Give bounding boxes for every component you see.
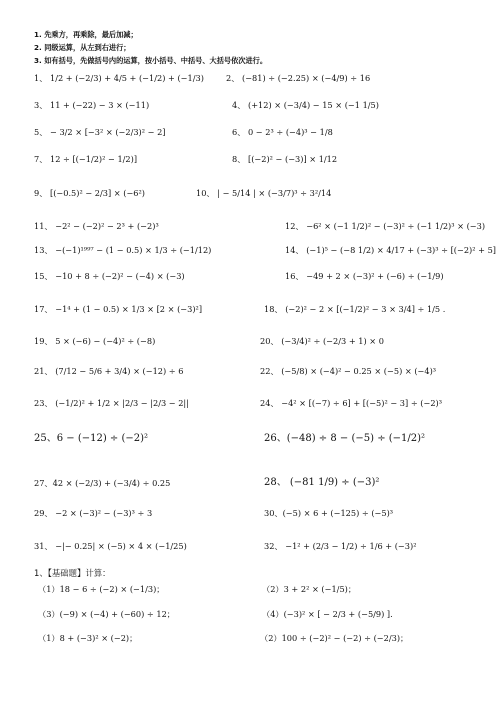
problem-27: 27、42 × (−2/3) + (−3/4) ÷ 0.25 [34,478,171,488]
subproblem-4: （4）(−3)² × [ − 2/3 + (−5/9) ]. [262,609,393,619]
problem-14: 14、 (−1)⁵ − (−8 1/2) × 4/17 + (−3)³ ÷ [(−2)² + 5] [285,245,496,255]
problem-20: 20、 (−3/4)² ÷ (−2/3 + 1) × 0 [260,336,384,346]
subproblem-3: （3）(−9) × (−4) + (−60) ÷ 12； [38,609,175,619]
problem-15: 15、 −10 + 8 ÷ (−2)² − (−4) × (−3) [34,271,185,281]
problem-31: 31、 −|− 0.25| × (−5) × 4 × (−1/25) [34,541,187,551]
rule-1: 1. 先乘方，再乘除，最后加减； [34,30,138,39]
problem-7: 7、 12 ÷ [(−1/2)² − 1/2)] [34,154,138,164]
problem-21: 21、 (7/12 − 5/6 + 3/4) × (−12) ÷ 6 [34,366,184,376]
problem-13: 13、 −(−1)¹⁹⁹⁷ − (1 − 0.5) × 1/3 ÷ (−1/12) [34,245,212,255]
subproblem-1: （1）18 − 6 ÷ (−2) × (−1/3)； [38,584,165,594]
problem-30: 30、(−5) × 6 + (−125) ÷ (−5)³ [264,508,394,518]
problem-26: 26、(−48) ÷ 8 − (−5) ÷ (−1/2)² [264,433,426,444]
problem-4: 4、 (+12) × (−3/4) − 15 × (−1 1/5) [232,100,379,110]
problem-28: 28、 (−81 1/9) ÷ (−3)² [264,477,380,488]
subproblem-2: （2）3 + 2² × (−1/5)； [262,584,357,594]
problem-3: 3、 11 + (−22) − 3 × (−11) [34,100,150,110]
problem-22: 22、 (−5/8) × (−4)² − 0.25 × (−5) × (−4)³ [260,366,437,376]
problem-16: 16、 −49 + 2 × (−3)² + (−6) ÷ (−1/9) [285,271,444,281]
problem-23: 23、 (−1/2)² + 1/2 × |2/3 − |2/3 − 2|| [34,398,189,408]
problem-18: 18、 (−2)² − 2 × [(−1/2)² − 3 × 3/4] ÷ 1/5 . [264,304,446,314]
subproblem-5: （1）8 + (−3)² × (−2)； [38,633,138,643]
problem-9: 9、 [(−0.5)² − 2/3] × (−6²) [34,188,145,198]
problem-1: 1、 1/2 + (−2/3) + 4/5 + (−1/2) + (−1/3) [34,73,204,83]
problem-5: 5、 − 3/2 × [−3² × (−2/3)² − 2] [34,127,166,137]
problem-32: 32、 −1² + (2/3 − 1/2) ÷ 1/6 + (−3)² [264,541,417,551]
problem-2: 2、 (−81) ÷ (−2.25) × (−4/9) ÷ 16 [226,73,371,83]
problem-19: 19、 5 × (−6) − (−4)² ÷ (−8) [34,336,156,346]
rule-3: 3. 如有括号，先做括号内的运算，按小括号、中括号、大括号依次进行。 [34,56,268,65]
problem-6: 6、 0 − 2³ ÷ (−4)³ − 1/8 [232,127,333,137]
subproblem-6: （2）100 ÷ (−2)² − (−2) ÷ (−2/3)； [260,633,409,643]
section-title: 1、【基础题】计算： [34,568,111,578]
problem-29: 29、 −2 × (−3)² − (−3)³ ÷ 3 [34,508,153,518]
problem-24: 24、 −4² × [(−7) ÷ 6] + [(−5)² − 3] ÷ (−2)³ [260,398,443,408]
problem-8: 8、 [(−2)² − (−3)] × 1/12 [232,154,338,164]
problem-17: 17、 −1⁴ + (1 − 0.5) × 1/3 × [2 × (−3)²] [34,304,203,314]
problem-11: 11、 −2² − (−2)² − 2³ + (−2)³ [34,221,159,231]
problem-12: 12、 −6² × (−1 1/2)² − (−3)² ÷ (−1 1/2)³ × (−3) [285,221,486,231]
rule-2: 2. 同级运算，从左到右进行； [34,43,131,52]
problem-25: 25、6 − (−12) ÷ (−2)² [34,433,149,444]
problem-10: 10、 | − 5/14 | × (−3/7)³ ÷ 3²/14 [196,188,332,198]
